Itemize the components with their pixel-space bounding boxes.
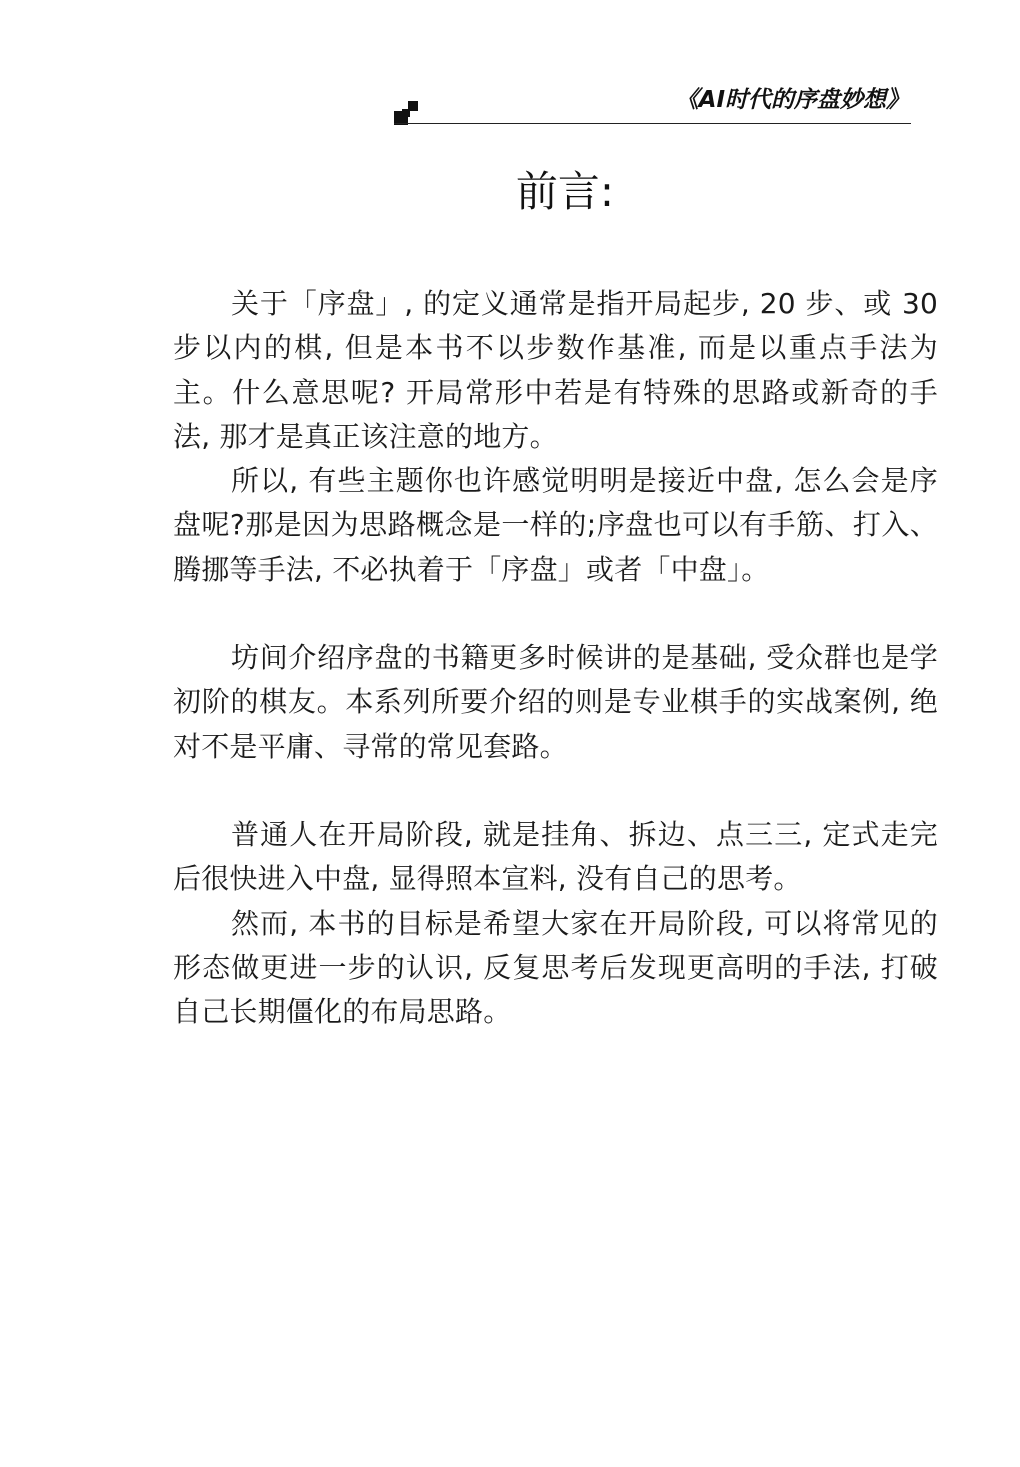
page-title: 前言: bbox=[515, 167, 615, 216]
paragraph: 关于「序盘」, 的定义通常是指开局起步, 20 步、或 30 步以内的棋, 但是本书不以步数作基准, 而是以重点手法为主。什么意思呢? 开局常形中若是有特殊的思路或新奇的手法, 那才是真正该注意的地方。 bbox=[173, 287, 938, 453]
book-title: 《AI时代的序盘妙想》 bbox=[675, 87, 909, 113]
paragraph: 所以, 有些主题你也许感觉明明是接近中盘, 怎么会是序盘呢?那是因为思路概念是一样的;序盘也可以有手筋、打入、腾挪等手法, 不必执着于「序盘」或者「中盘」。 bbox=[173, 464, 938, 586]
paragraph: 坊间介绍序盘的书籍更多时候讲的是基础, 受众群也是学初阶的棋友。本系列所要介绍的则是专业棋手的实战案例, 绝对不是平庸、寻常的常见套路。 bbox=[173, 641, 938, 763]
header-rule bbox=[394, 123, 911, 124]
running-header bbox=[394, 84, 911, 126]
body-text bbox=[173, 282, 938, 1034]
corner-square-mark-icon bbox=[394, 101, 418, 125]
paragraph: 普通人在开局阶段, 就是挂角、拆边、点三三, 定式走完后很快进入中盘, 显得照本宣料, 没有自己的思考。 bbox=[173, 817, 938, 896]
paragraph: 然而, 本书的目标是希望大家在开局阶段, 可以将常见的形态做更进一步的认识, 反复思考后发现更高明的手法, 打破自己长期僵化的布局思路。 bbox=[173, 906, 938, 1029]
